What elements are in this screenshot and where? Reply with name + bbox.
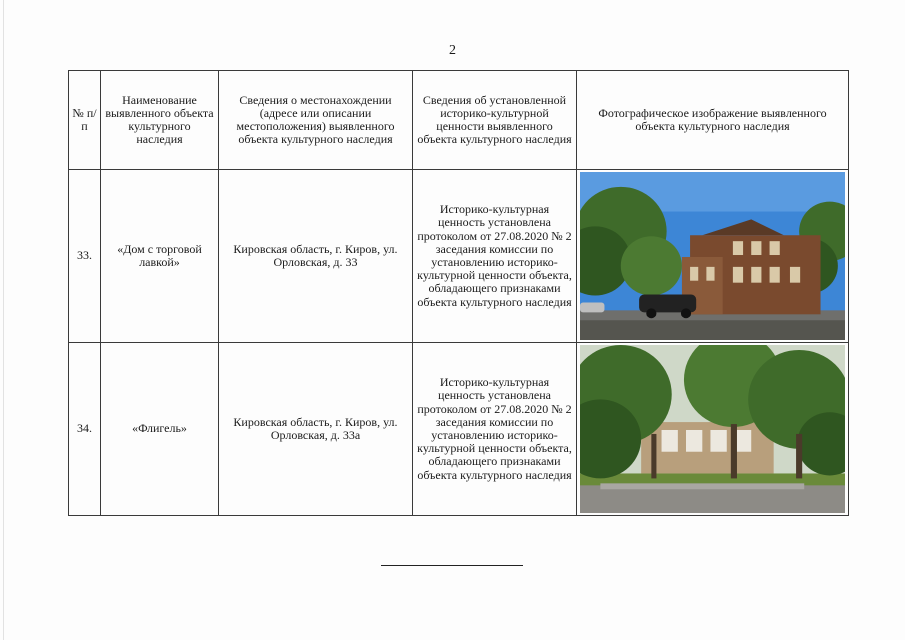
photo-cell [577, 343, 849, 516]
header-object-name: Наименование выявленного объекта культурного наследия [101, 71, 219, 170]
cultural-value-info: Историко-культурная ценность установлена протоколом от 27.08.2020 № 2 заседания комиссии по установлению историко-культурной ценности объекта, обладающего признаками объекта культурного наследия [413, 170, 577, 343]
photo-house-with-shop [580, 172, 845, 340]
heritage-objects-table [68, 70, 849, 516]
header-number: № п/п [69, 71, 101, 170]
header-location: Сведения о местонахождении (адресе или описании местоположения) выявленного объекта культурного наследия [219, 71, 413, 170]
page-edge-shadow [3, 0, 4, 640]
row-number: 34. [69, 343, 101, 516]
object-name: «Дом с торговой лавкой» [101, 170, 219, 343]
object-name: «Флигель» [101, 343, 219, 516]
table-row [69, 343, 849, 516]
row-number: 33. [69, 170, 101, 343]
cultural-value-info: Историко-культурная ценность установлена протоколом от 27.08.2020 № 2 заседания комиссии по установлению историко-культурной ценности объекта, обладающего признаками объекта культурного наследия [413, 343, 577, 516]
page-number: 2 [449, 43, 456, 58]
photo-cell [577, 170, 849, 343]
object-location: Кировская область, г. Киров, ул. Орловская, д. 33а [219, 343, 413, 516]
table-row [69, 170, 849, 343]
footnote-separator-line [381, 565, 523, 566]
table-header-row [69, 71, 849, 170]
header-photo: Фотографическое изображение выявленного объекта культурного наследия [577, 71, 849, 170]
photo-outbuilding [580, 345, 845, 513]
object-location: Кировская область, г. Киров, ул. Орловская, д. 33 [219, 170, 413, 343]
header-cultural-value: Сведения об установленной историко-культурной ценности выявленного объекта культурного наследия [413, 71, 577, 170]
